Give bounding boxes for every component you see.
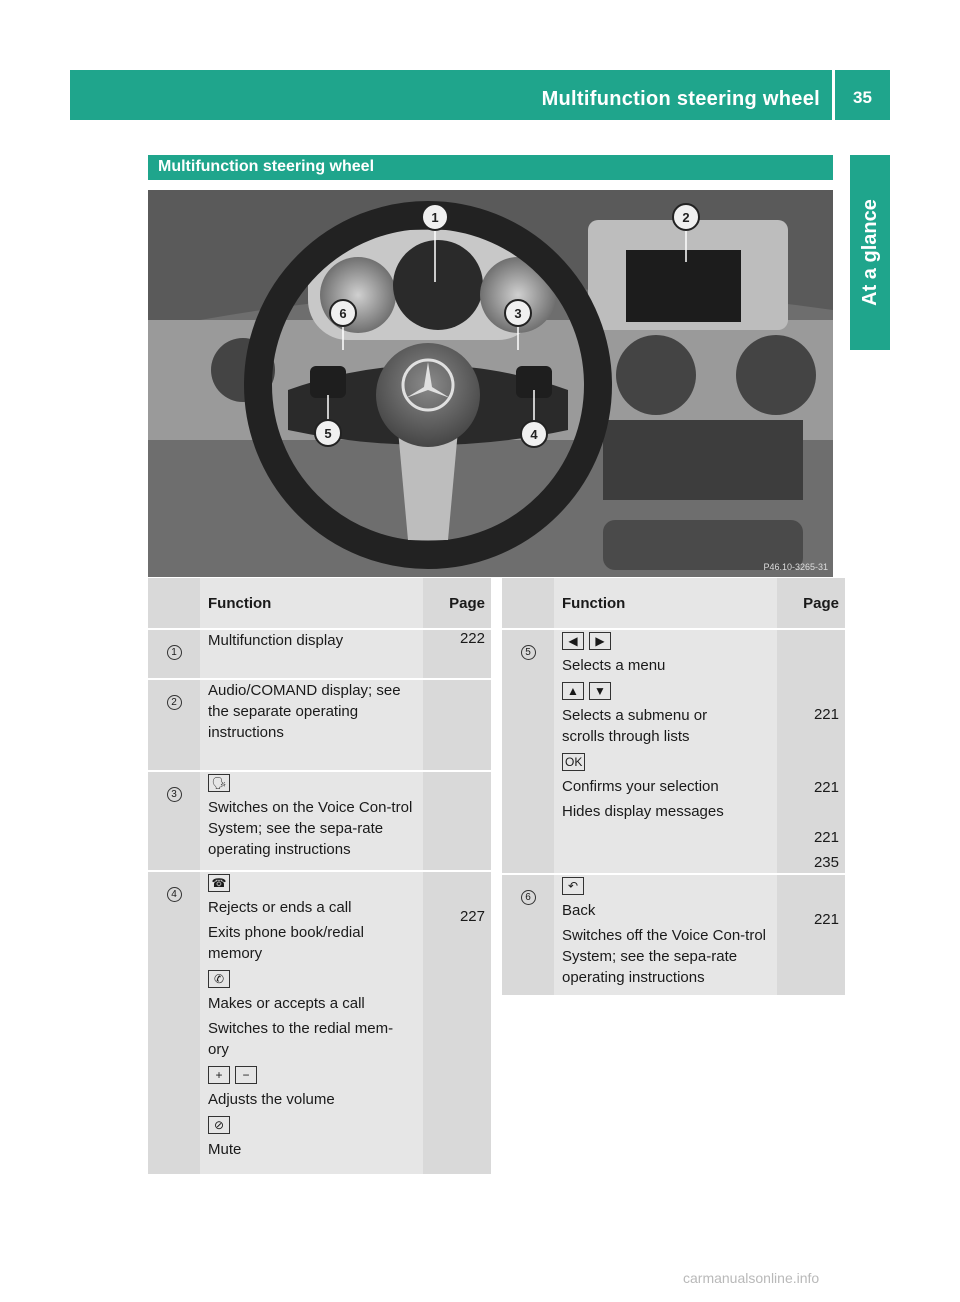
- callout-6: 6: [339, 306, 347, 321]
- air-vent-center-right: [736, 335, 816, 415]
- item-number: 1: [167, 645, 182, 660]
- volume-down-icon: −: [235, 1066, 257, 1084]
- center-console: [603, 420, 803, 500]
- right-arrow-icon: ▶: [589, 632, 611, 650]
- comand-display: [626, 250, 741, 322]
- function-text: Switches on the Voice Con-trol System; see the sepa-rate operating instructions: [208, 799, 413, 858]
- down-arrow-icon: ▼: [589, 682, 611, 700]
- function-text: Selects a submenu or scrolls through lists: [562, 707, 708, 745]
- side-tab-label-wrap: [850, 155, 890, 350]
- function-text: Makes or accepts a call: [208, 995, 365, 1012]
- table-row: [148, 770, 491, 870]
- callout-4: 4: [530, 427, 538, 442]
- function-text: Exits phone book/redial memory: [208, 924, 364, 962]
- ok-icon: OK: [562, 753, 585, 771]
- table-header-row: [502, 578, 845, 628]
- function-table-right: [502, 578, 845, 995]
- table-row: [502, 628, 845, 873]
- gauge-center: [393, 240, 483, 330]
- footer-watermark: carmanualsonline.info: [683, 1270, 820, 1286]
- item-number: 4: [167, 887, 182, 902]
- left-button-cluster: [310, 366, 346, 398]
- section-title: Multifunction steering wheel: [158, 158, 375, 175]
- function-text: Rejects or ends a call: [208, 899, 352, 916]
- table-row: [148, 678, 491, 770]
- up-arrow-icon: ▲: [562, 682, 584, 700]
- function-text: Adjusts the volume: [208, 1091, 335, 1108]
- function-text: Selects a menu: [562, 657, 666, 674]
- table-row: [502, 873, 845, 995]
- callout-2: 2: [682, 210, 690, 225]
- item-number: 5: [521, 645, 536, 660]
- end-call-icon: ☎︎: [208, 874, 230, 892]
- header-page: Page: [423, 578, 491, 628]
- callout-5: 5: [324, 426, 332, 441]
- callout-3: 3: [514, 306, 522, 321]
- header-function: Function: [554, 578, 777, 628]
- mute-icon: ⊘: [208, 1116, 230, 1134]
- air-vent-center-left: [616, 335, 696, 415]
- page-ref: 221: [813, 706, 839, 723]
- volume-up-icon: +: [208, 1066, 230, 1084]
- table-row: [148, 870, 491, 1174]
- function-text: Hides display messages: [562, 803, 724, 820]
- table-row: [148, 628, 491, 678]
- page-ref: 221: [813, 911, 839, 928]
- voice-icon: 🗣︎: [208, 774, 230, 792]
- accept-call-icon: ✆︎: [208, 970, 230, 988]
- left-arrow-icon: ◀: [562, 632, 584, 650]
- item-number: 6: [521, 890, 536, 905]
- figure-code: P46.10-3265-31: [763, 562, 828, 572]
- header-function: Function: [200, 578, 423, 628]
- page-ref: 235: [813, 854, 839, 871]
- function-table-left: [148, 578, 491, 1174]
- page-header-title: Multifunction steering wheel: [541, 88, 820, 110]
- page-ref: 221: [813, 829, 839, 846]
- header-num: [502, 578, 554, 628]
- item-number: 2: [167, 695, 182, 710]
- header-num: [148, 578, 200, 628]
- page-ref: 227: [459, 908, 485, 925]
- header-page: Page: [777, 578, 845, 628]
- function-text: Audio/COMAND display; see the separate operating instructions: [208, 682, 401, 741]
- page-number: 35: [853, 88, 872, 107]
- item-number: 3: [167, 787, 182, 802]
- function-text: Back: [562, 902, 596, 919]
- gauge-left: [320, 257, 396, 333]
- table-header-row: [148, 578, 491, 628]
- page-ref: 222: [459, 630, 485, 647]
- steering-wheel-photo: [148, 190, 833, 577]
- page-ref: 221: [813, 779, 839, 796]
- side-tab-label: At a glance: [858, 199, 881, 306]
- function-text: Confirms your selection: [562, 778, 719, 795]
- function-text: Switches to the redial mem-ory: [208, 1020, 394, 1058]
- callout-1: 1: [431, 210, 439, 225]
- function-text: Multifunction display: [208, 632, 344, 649]
- back-icon: ↶: [562, 877, 584, 895]
- function-text: Switches off the Voice Con-trol System; see the sepa-rate operating instructions: [562, 927, 766, 986]
- function-text: Mute: [208, 1141, 242, 1158]
